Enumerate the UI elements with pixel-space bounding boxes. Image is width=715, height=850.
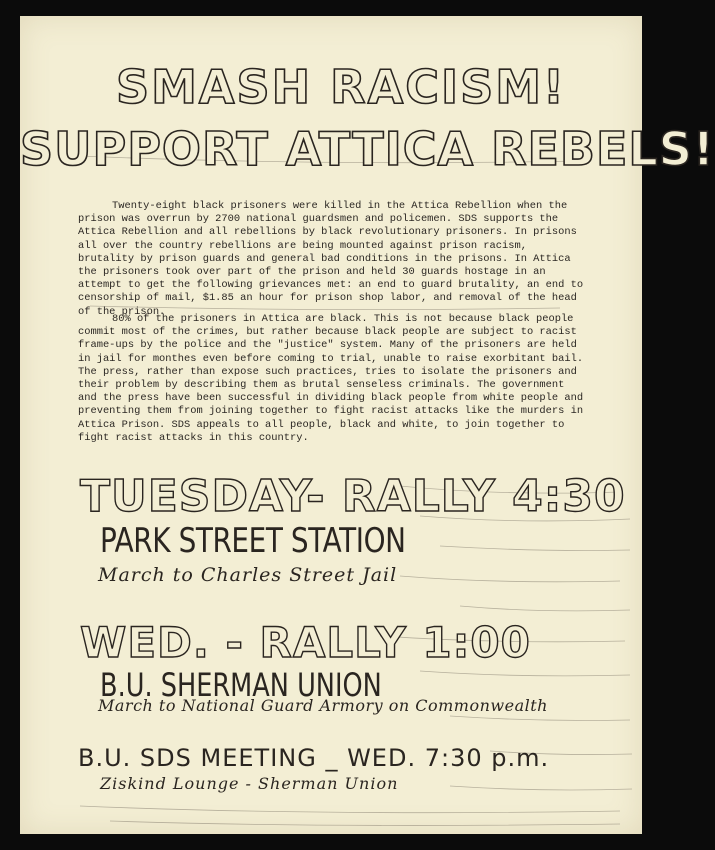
tuesday-march-route: March to Charles Street Jail <box>98 564 398 586</box>
wednesday-rally-heading: WED. - RALLY 1:00 <box>80 618 531 667</box>
tuesday-rally-location: PARK STREET STATION <box>100 521 406 561</box>
flyer-page <box>20 16 715 834</box>
body-paragraph-2: 80% of the prisoners in Attica are black. This is not because black people commit most of the crimes, but rather because black people are subject to racist frame-ups by the police and the "justice" system. Many of the prisoners are held in jail for monthes even before coming to trial, unable to raise exorbitant bail. The press, rather than expose such practices, tries to isolate the prisoners and their problem by describing them as brutal senseless criminals. The government and the press have been successful in dividing black people from white people and preventing them from joining together to fight racist attacks like the murders in Attica Prison. SDS appeals to all people, black and white, to join together to fight racist attacks in this country. <box>78 313 584 444</box>
headline-smash-racism: SMASH RACISM! <box>116 60 566 114</box>
wednesday-march-route: March to National Guard Armory on Commonwealth <box>98 696 548 715</box>
sds-meeting-location: Ziskind Lounge - Sherman Union <box>100 774 399 793</box>
body-paragraph-1: Twenty-eight black prisoners were killed in the Attica Rebellion when the prison was overrun by 2700 national guardsmen and policemen. SDS supports the Attica Rebellion and all rebellions by black revolutionary prisoners. In prisons all over the country rebellions are being mounted against prison racism, brutality by prison guards and general bad conditions in the prisons. In Attica the prisoners took over part of the prison and held 30 guards hostage in an attempt to get the following grievances met: an end to guard brutality, an end to censorship of mail, $1.85 an hour for prison shop labor, and removal of the head of the prison. <box>78 200 584 318</box>
wednesday-rally-location: B.U. SHERMAN UNION <box>100 666 382 704</box>
tuesday-rally-heading: TUESDAY- RALLY 4:30 <box>80 471 626 522</box>
sds-meeting-heading: B.U. SDS MEETING _ WED. 7:30 p.m. <box>78 744 550 772</box>
headline-support-attica: SUPPORT ATTICA REBELS! <box>20 122 715 176</box>
